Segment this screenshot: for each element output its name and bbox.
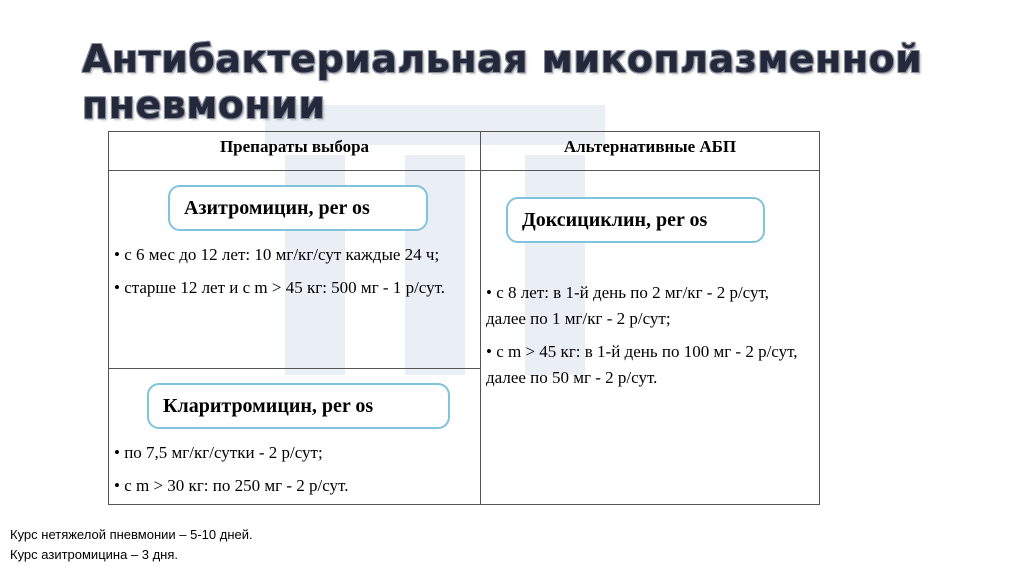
doxycycline-dosage	[486, 280, 811, 398]
doxycycline-dose-1: • с 8 лет: в 1-й день по 2 мг/кг - 2 р/сут, далее по 1 мг/кг - 2 р/сут;	[486, 283, 769, 328]
azithromycin-dose-2: • старше 12 лет и с m > 45 кг: 500 мг - 1 р/сут.	[114, 278, 446, 297]
title-line-1: Антибактериальная микоплазменной	[82, 37, 923, 81]
drug-clarithromycin: Кларитромицин, per os	[147, 383, 450, 429]
header-alternative-drugs: Альтернативные АБП	[563, 137, 737, 156]
clarithromycin-dose-1: • по 7,5 мг/кг/сутки - 2 р/сут;	[114, 443, 323, 462]
drug-doxycycline: Доксициклин, per os	[506, 197, 765, 243]
table-divider-vertical	[480, 132, 481, 504]
course-note-azithromycin: Курс азитромицина – 3 дня.	[10, 547, 179, 562]
drug-azithromycin: Азитромицин, per os	[168, 185, 428, 231]
course-note-pneumonia: Курс нетяжелой пневмонии – 5-10 дней.	[10, 527, 253, 542]
doxycycline-dose-2: • с m > 45 кг: в 1-й день по 100 мг - 2 р/сут, далее по 50 мг - 2 р/сут.	[486, 342, 798, 387]
course-notes	[10, 525, 253, 565]
clarithromycin-dosage	[114, 440, 469, 506]
page-title	[82, 36, 922, 128]
header-drugs-of-choice: Препараты выбора	[219, 137, 370, 156]
table-divider-left	[109, 368, 480, 369]
clarithromycin-dose-2: • с m > 30 кг: по 250 мг - 2 р/сут.	[114, 476, 349, 495]
title-line-2: пневмонии	[82, 83, 326, 127]
table-divider-header	[109, 170, 819, 171]
drug-table	[108, 131, 820, 505]
azithromycin-dose-1: • с 6 мес до 12 лет: 10 мг/кг/сут каждые 24 ч;	[114, 245, 440, 264]
azithromycin-dosage	[114, 242, 469, 308]
